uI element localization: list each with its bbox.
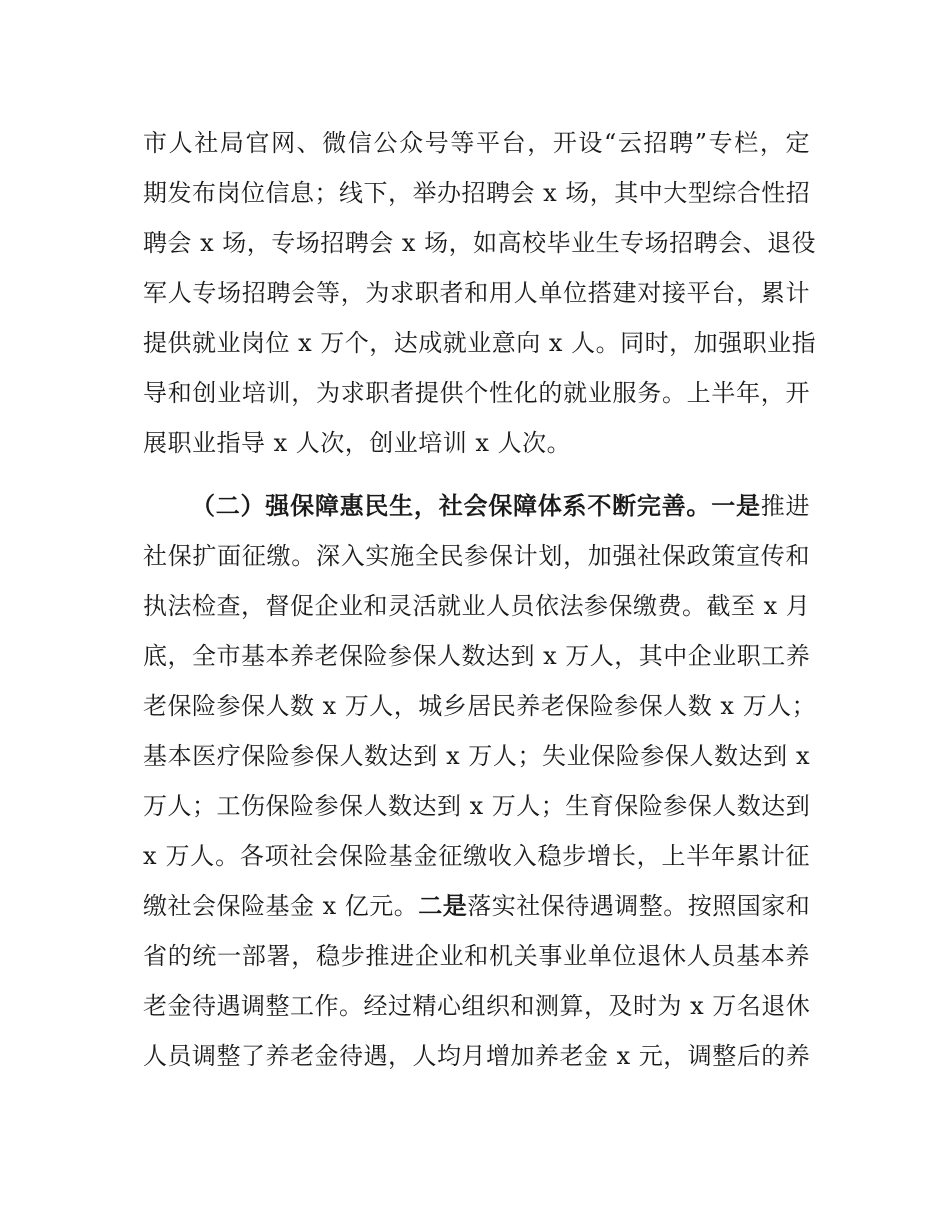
paragraph-line: 老金待遇调整工作。经过精心组织和测算，及时为 x 万名退休 (143, 992, 811, 1020)
line-text: 落实社保待遇调整。按照国家和 (467, 892, 811, 920)
paragraph-line: 期发布岗位信息；线下，举办招聘会 x 场，其中大型综合性招 (143, 179, 811, 207)
line-text: 推进 (760, 492, 811, 520)
paragraph-line: 聘会 x 场，专场招聘会 x 场，如高校毕业生专场招聘会、退役 (143, 229, 817, 257)
paragraph-line: 展职业指导 x 人次，创业培训 x 人次。 (143, 429, 572, 457)
section-heading-line (191, 484, 810, 528)
paragraph-line: 军人专场招聘会等，为求职者和用人单位搭建对接平台，累计 (143, 279, 810, 307)
paragraph-line (143, 884, 810, 928)
paragraph-line: 基本医疗保险参保人数达到 x 万人；失业保险参保人数达到 x (143, 742, 810, 770)
paragraph-line: 市人社局官网、微信公众号等平台，开设“云招聘”专栏，定 (143, 129, 810, 157)
paragraph-line: 老保险参保人数 x 万人，城乡居民养老保险参保人数 x 万人； (143, 692, 817, 720)
paragraph-line: 执法检查，督促企业和灵活就业人员依法参保缴费。截至 x 月 (143, 592, 811, 620)
paragraph-line: 万人；工伤保险参保人数达到 x 万人；生育保险参保人数达到 (143, 792, 811, 820)
paragraph-line: 省的统一部署，稳步推进企业和机关事业单位退休人员基本养 (143, 942, 810, 970)
paragraph-line: 提供就业岗位 x 万个，达成就业意向 x 人。同时，加强职业指 (143, 329, 817, 357)
section-heading: （二）强保障惠民生，社会保障体系不断完善。 (191, 492, 712, 520)
paragraph-line: 底，全市基本养老保险参保人数达到 x 万人，其中企业职工养 (143, 642, 811, 670)
point-marker: 一是 (711, 492, 761, 520)
paragraph-line: 导和创业培训，为求职者提供个性化的就业服务。上半年，开 (143, 379, 810, 407)
paragraph-line: 社保扩面征缴。深入实施全民参保计划，加强社保政策宣传和 (143, 542, 810, 570)
paragraph-line: x 万人。各项社会保险基金征缴收入稳步增长，上半年累计征 (143, 842, 810, 870)
line-text: 缴社会保险基金 x 亿元。 (143, 892, 419, 920)
point-marker: 二是 (418, 892, 468, 920)
paragraph-line: 人员调整了养老金待遇，人均月增加养老金 x 元，调整后的养 (143, 1042, 811, 1070)
